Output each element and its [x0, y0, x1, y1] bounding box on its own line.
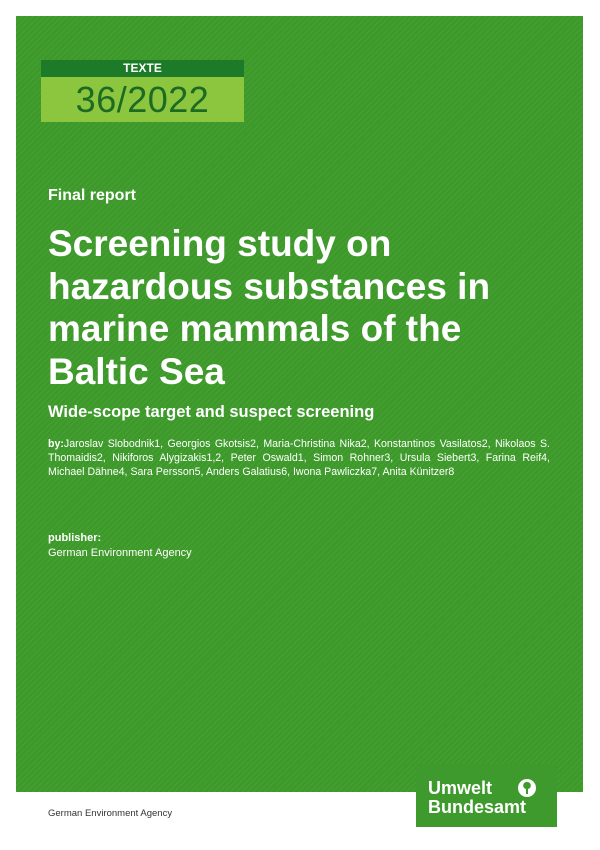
page-title: Screening study on hazardous substances in marine mammals of the Baltic Sea [48, 223, 491, 392]
publisher-name: German Environment Agency [48, 547, 192, 559]
authors-prefix: by: [48, 438, 64, 450]
report-type: Final report [48, 187, 137, 204]
logo-line-1: Umwelt [428, 778, 493, 798]
author-list [48, 437, 550, 479]
series-number: 36/2022 [41, 77, 244, 122]
series-badge [41, 60, 244, 122]
series-label: TEXTE [41, 60, 244, 77]
authors-names: Jaroslav Slobodnik1, Georgios Gkotsis2, Maria-Christina Nika2, Konstantinos Vasilatos2, Nikolaos S. Thomaidis2, Nikiforos Alygizakis1,2, Peter Oswald1, Simon Rohner3, Ursula Siebert3, Farina Reif4, Michael Dähne4, Sara Persson5, Anders Galatius6, Iwona Pawliczka7, Anita Künitzer8 [48, 438, 550, 478]
tree-icon [517, 778, 537, 798]
subtitle: Wide-scope target and suspect screening [48, 403, 375, 421]
umweltbundesamt-logo [416, 764, 557, 827]
footer-agency: German Environment Agency [48, 808, 173, 819]
publisher-label: publisher: [48, 532, 102, 544]
logo-line-2: Bundesamt [428, 797, 527, 817]
